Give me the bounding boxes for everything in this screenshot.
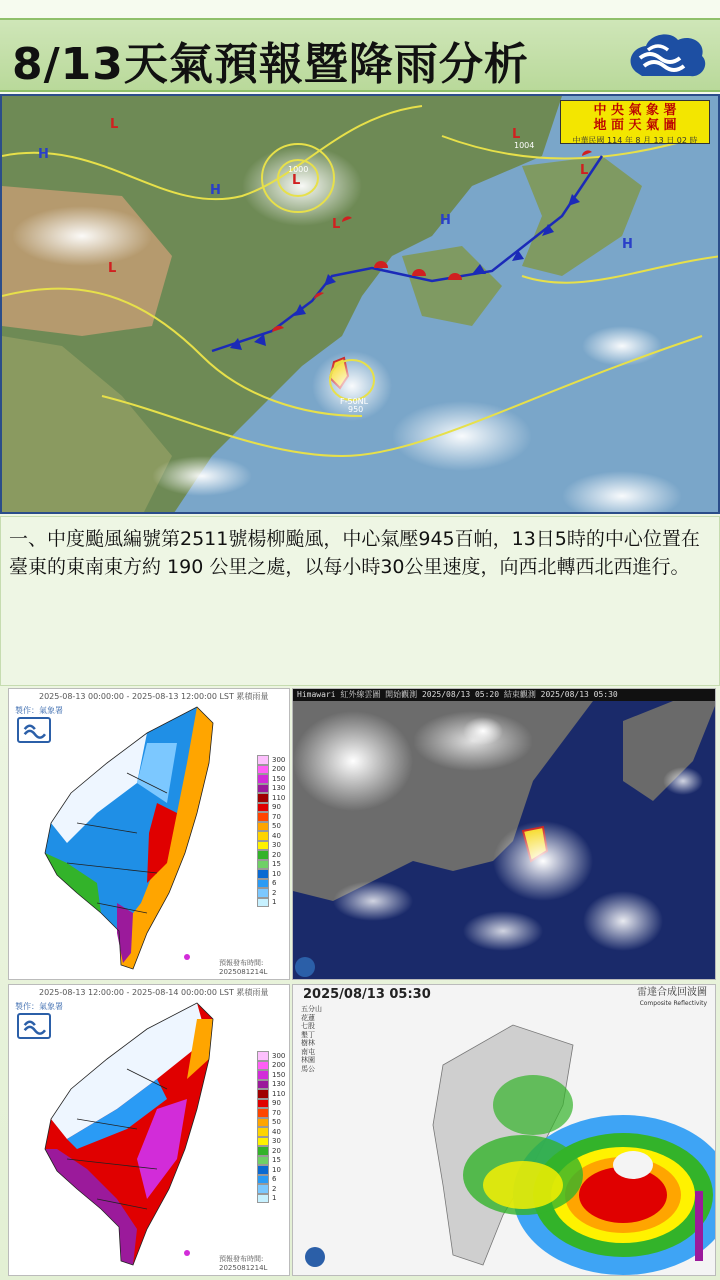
rain-map-caption-2: 2025-08-13 12:00:00 - 2025-08-14 00:00:00 LST 累積雨量: [39, 988, 269, 997]
rain-scale-label: 90: [272, 803, 281, 812]
rain-scale-swatch: [257, 803, 269, 813]
legend-date: 中華民國 114 年 8 月 13 日 02 時: [572, 136, 698, 145]
rain-scale-row: [257, 1070, 285, 1080]
rain-scale-row: [257, 755, 285, 765]
surface-map-image: [2, 96, 720, 514]
rain-scale-label: 1: [272, 898, 277, 907]
rain-scale-swatch: [257, 812, 269, 822]
radar-title: 雷達合成回波圖 Composite Reflectivity: [637, 987, 707, 1007]
rain-scale-label: 15: [272, 860, 281, 869]
svg-text:1000: 1000: [288, 165, 309, 174]
issue-time-2: 預報發布時間: 2025081214L: [219, 1255, 268, 1272]
rain-scale-row: [257, 831, 285, 841]
radar-image-panel: [292, 984, 716, 1276]
rain-scale-swatch: [257, 1127, 269, 1137]
rain-scale-row: [257, 1156, 285, 1166]
radar-timestamp: 2025/08/13 05:30: [303, 987, 431, 1002]
rain-map-source-1: 製作：氣象署: [15, 706, 63, 715]
rain-scale-swatch: [257, 1070, 269, 1080]
rain-scale-row: [257, 774, 285, 784]
rainfall-map-panel-2: [8, 984, 290, 1276]
rain-scale-swatch: [257, 1146, 269, 1156]
rain-scale-label: 2: [272, 1184, 277, 1193]
svg-text:H: H: [440, 213, 451, 228]
rain-scale-label: 200: [272, 1061, 286, 1070]
rain-scale-label: 50: [272, 822, 281, 831]
header-bar: [0, 18, 720, 92]
rain-scale-swatch: [257, 1089, 269, 1099]
rain-scale-row: [257, 1175, 285, 1185]
rain-scale-swatch: [257, 1099, 269, 1109]
svg-text:L: L: [332, 217, 341, 232]
rain-scale-swatch: [257, 793, 269, 803]
rain-scale-row: [257, 1108, 285, 1118]
rain-scale-swatch: [257, 1108, 269, 1118]
description-text: 一、中度颱風編號第2511號楊柳颱風，中心氣壓945百帕，13日5時的中心位置在臺東的東南東方約 190 公里之處，以每小時30公里速度，向西北轉西北西進行。: [9, 528, 700, 578]
satellite-image: [293, 701, 716, 980]
rain-scale-label: 200: [272, 765, 286, 774]
map-legend: [560, 100, 710, 144]
typhoon-description: [0, 516, 720, 686]
rain-scale-row: [257, 841, 285, 851]
rain-scale-row: [257, 812, 285, 822]
rain-map-source-2: 製作：氣象署: [15, 1002, 63, 1011]
svg-text:L: L: [292, 173, 301, 188]
radar-stations: 五分山 花蓮 七股 墾丁 樹林 南屯 林園 馬公: [301, 1005, 322, 1073]
rain-scale-label: 110: [272, 1089, 286, 1098]
rain-scale-swatch: [257, 869, 269, 879]
rain-scale-row: [257, 850, 285, 860]
svg-text:L: L: [580, 163, 589, 178]
radar-image: [293, 985, 716, 1276]
rain-scale-label: 10: [272, 1165, 281, 1174]
svg-text:F-50NL: F-50NL: [340, 397, 369, 406]
rain-scale-swatch: [257, 765, 269, 775]
rain-scale-swatch: [257, 1175, 269, 1185]
rain-scale-label: 40: [272, 1127, 281, 1136]
rain-scale-swatch: [257, 784, 269, 794]
rain-scale-row: [257, 1165, 285, 1175]
rain-scale-row: [257, 1099, 285, 1109]
surface-weather-map: [0, 94, 720, 514]
taiwan-rainfall-map-1: [37, 703, 237, 973]
rain-scale-swatch: [257, 860, 269, 870]
rain-scale-row: [257, 898, 285, 908]
rain-scale-2: [257, 1051, 285, 1203]
svg-text:H: H: [210, 183, 221, 198]
rain-scale-row: [257, 1061, 285, 1071]
rain-scale-swatch: [257, 1061, 269, 1071]
svg-text:H: H: [622, 237, 633, 252]
rain-scale-swatch: [257, 1118, 269, 1128]
satellite-image-panel: [292, 688, 716, 980]
rain-scale-row: [257, 784, 285, 794]
cwa-logo-icon: [616, 24, 712, 88]
rain-scale-label: 50: [272, 1118, 281, 1127]
rain-scale-row: [257, 1089, 285, 1099]
rain-scale-row: [257, 1137, 285, 1147]
rain-scale-swatch: [257, 898, 269, 908]
rain-scale-swatch: [257, 888, 269, 898]
rain-scale-swatch: [257, 1051, 269, 1061]
svg-text:950: 950: [348, 405, 364, 414]
rain-map-caption-1: 2025-08-13 00:00:00 - 2025-08-13 12:00:00 LST 累積雨量: [39, 692, 269, 701]
issue-time-1: 預報發布時間: 2025081214L: [219, 959, 268, 976]
rain-scale-label: 2: [272, 888, 277, 897]
rain-scale-row: [257, 1146, 285, 1156]
rain-scale-label: 1: [272, 1194, 277, 1203]
rain-scale-swatch: [257, 1080, 269, 1090]
rain-scale-label: 20: [272, 1146, 281, 1155]
rain-scale-row: [257, 1184, 285, 1194]
rain-scale-swatch: [257, 841, 269, 851]
rain-scale-row: [257, 765, 285, 775]
rain-scale-label: 10: [272, 869, 281, 878]
rain-scale-row: [257, 869, 285, 879]
taiwan-rainfall-map-2: [37, 999, 237, 1269]
rain-scale-1: [257, 755, 285, 907]
rain-scale-label: 6: [272, 879, 277, 888]
rainfall-map-panel-1: [8, 688, 290, 980]
rain-scale-swatch: [257, 1184, 269, 1194]
rain-scale-swatch: [257, 755, 269, 765]
svg-text:L: L: [110, 117, 119, 132]
svg-text:L: L: [108, 261, 117, 276]
rain-scale-row: [257, 860, 285, 870]
rain-scale-label: 110: [272, 793, 286, 802]
rain-scale-row: [257, 1051, 285, 1061]
rain-scale-swatch: [257, 879, 269, 889]
rain-scale-label: 20: [272, 850, 281, 859]
rain-scale-label: 6: [272, 1175, 277, 1184]
rain-scale-swatch: [257, 774, 269, 784]
rain-scale-label: 70: [272, 812, 281, 821]
rain-scale-row: [257, 793, 285, 803]
rain-scale-row: [257, 803, 285, 813]
svg-text:1004: 1004: [514, 141, 535, 150]
rain-scale-swatch: [257, 1156, 269, 1166]
rain-scale-swatch: [257, 1137, 269, 1147]
rain-scale-label: 15: [272, 1156, 281, 1165]
rain-scale-swatch: [257, 831, 269, 841]
rain-scale-label: 40: [272, 831, 281, 840]
rain-scale-row: [257, 1127, 285, 1137]
rain-scale-row: [257, 1080, 285, 1090]
rain-scale-label: 150: [272, 774, 286, 783]
rain-scale-label: 150: [272, 1070, 286, 1079]
legend-title-map: 地 面 天 氣 圖: [593, 118, 677, 133]
svg-text:L: L: [512, 127, 521, 142]
rain-scale-label: 30: [272, 841, 281, 850]
legend-title-agency: 中 央 氣 象 署: [593, 103, 677, 118]
rain-scale-label: 130: [272, 1080, 286, 1089]
rain-scale-row: [257, 1118, 285, 1128]
rain-scale-label: 130: [272, 784, 286, 793]
page-title: 8/13天氣預報暨降雨分析: [12, 39, 529, 90]
svg-text:H: H: [38, 147, 49, 162]
rain-scale-label: 90: [272, 1099, 281, 1108]
rain-scale-row: [257, 822, 285, 832]
rain-scale-swatch: [257, 1165, 269, 1175]
rain-scale-swatch: [257, 850, 269, 860]
rain-scale-label: 300: [272, 755, 286, 764]
rain-scale-row: [257, 879, 285, 889]
rain-scale-label: 30: [272, 1137, 281, 1146]
rain-scale-swatch: [257, 822, 269, 832]
rain-scale-label: 70: [272, 1108, 281, 1117]
rain-scale-swatch: [257, 1194, 269, 1204]
satellite-header: Himawari 紅外線雲圖 開始觀測 2025/08/13 05:20 結束觀測 2025/08/13 05:30: [293, 689, 715, 701]
rain-scale-row: [257, 888, 285, 898]
rain-scale-row: [257, 1194, 285, 1204]
rain-scale-label: 300: [272, 1051, 286, 1060]
